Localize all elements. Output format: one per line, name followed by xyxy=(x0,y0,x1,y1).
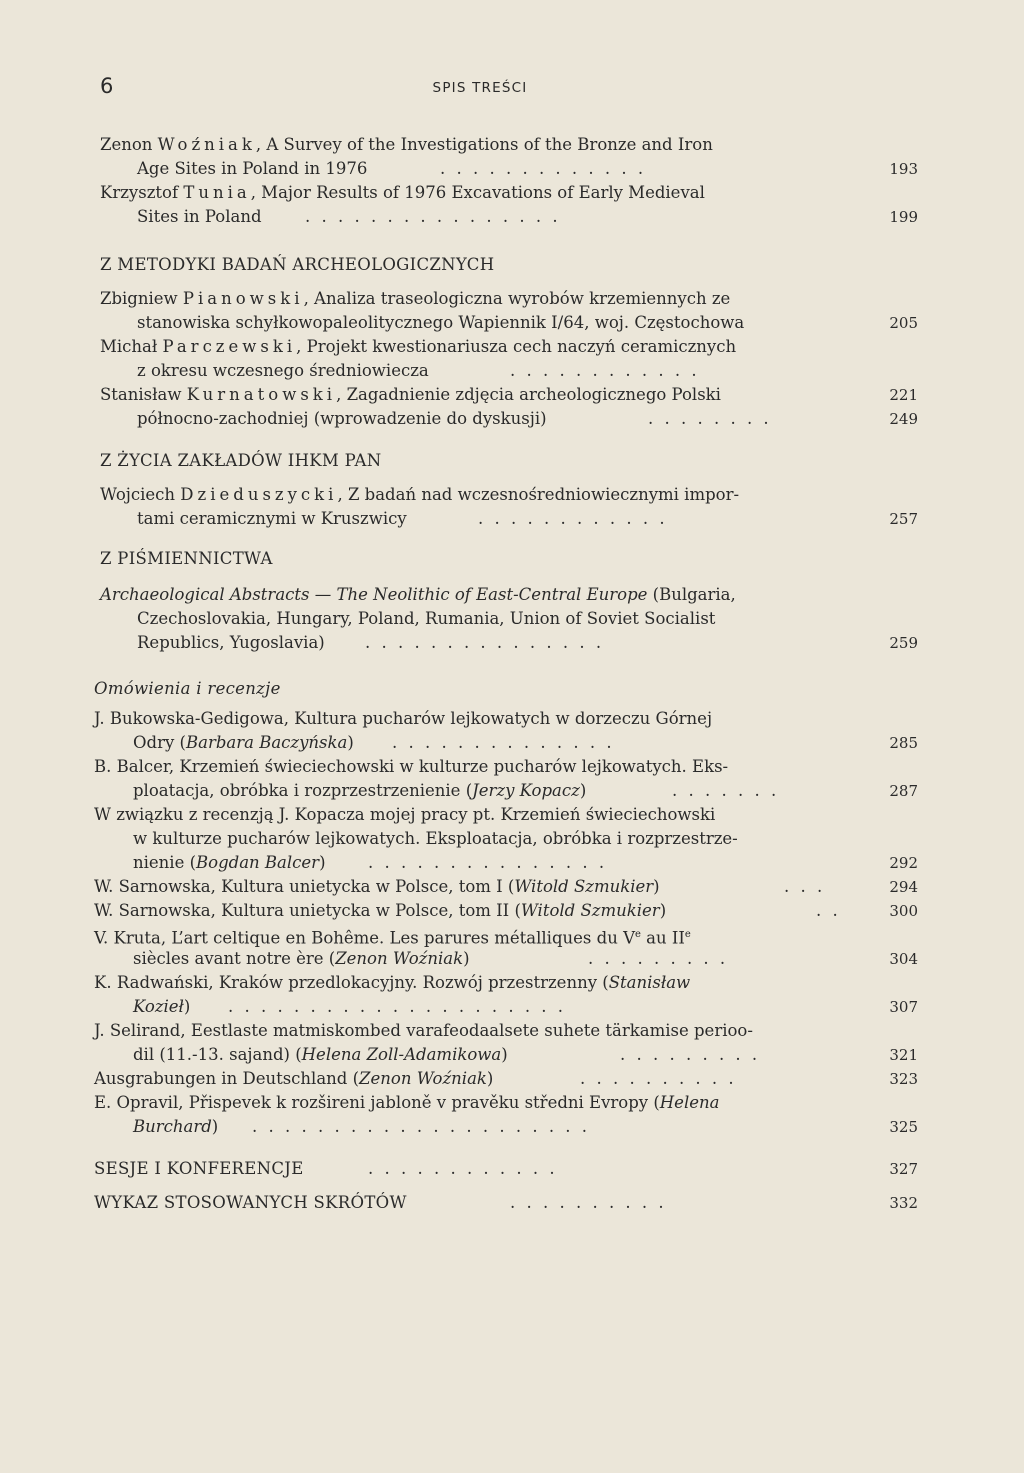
toc-section-heading xyxy=(0,450,1024,472)
toc-entry-text: Sites in Poland xyxy=(137,207,262,226)
toc-leader-dots: . . . . . . . . . . . . . . . xyxy=(365,633,605,652)
toc-entry-text: północno-zachodniej (wprowadzenie do dyskusji) xyxy=(137,409,547,428)
toc-line xyxy=(0,134,1024,156)
toc-section-heading xyxy=(0,1192,1024,1214)
toc-line xyxy=(0,876,1024,898)
toc-page-number: 193 xyxy=(889,160,918,178)
toc-entry-text: z okresu wczesnego średniowiecza xyxy=(137,361,429,380)
toc-leader-dots: . . xyxy=(816,901,841,920)
toc-page-number: 332 xyxy=(889,1194,918,1212)
toc-page-number: 221 xyxy=(889,386,918,404)
toc-section-heading xyxy=(0,678,1024,700)
toc-entry-text: Z PIŚMIENNICTWA xyxy=(100,549,273,568)
toc-entry-text: siècles avant notre ère (Zenon Woźniak) xyxy=(133,949,470,968)
toc-leader-dots: . . . . . . . xyxy=(672,781,780,800)
toc-line xyxy=(0,900,1024,922)
toc-page-number: 307 xyxy=(889,998,918,1016)
toc-leader-dots: . . . . . . . . . . . . . xyxy=(440,159,647,178)
toc-page-number: 259 xyxy=(889,634,918,652)
toc-line xyxy=(0,972,1024,994)
toc-leader-dots: . . . . . . . . . xyxy=(620,1045,761,1064)
toc-line xyxy=(0,1092,1024,1114)
toc-leader-dots: . . . . . . . . . . . . xyxy=(368,1159,558,1178)
toc-leader-dots: . . . . . . . . . . xyxy=(510,1193,667,1212)
page-number: 6 xyxy=(100,74,114,98)
toc-entry-text: Burchard) xyxy=(133,1117,219,1136)
toc-entry-text: Ausgrabungen in Deutschland (Zenon Woźniak) xyxy=(94,1069,494,1088)
toc-entry-text: K. Radwański, Kraków przedlokacyjny. Rozwój przestrzenny (Stanisław xyxy=(94,973,691,992)
toc-line xyxy=(0,206,1024,228)
toc-entry-text: J. Selirand, Eestlaste matmiskombed varafeodaalsete suhete tärkamise perioo- xyxy=(94,1021,753,1040)
toc-line xyxy=(0,384,1024,406)
toc-leader-dots: . . . . . . . . xyxy=(648,409,772,428)
toc-entry-text: J. Bukowska-Gedigowa, Kultura pucharów lejkowatych w dorzeczu Górnej xyxy=(94,709,713,728)
toc-line xyxy=(0,708,1024,730)
toc-entry-text: Archaeological Abstracts — The Neolithic of East-Central Europe (Bulgaria, xyxy=(100,585,736,604)
toc-line xyxy=(0,828,1024,850)
toc-page-number: 292 xyxy=(889,854,918,872)
toc-line xyxy=(0,484,1024,506)
toc-entry-text: Z ŻYCIA ZAKŁADÓW IHKM PAN xyxy=(100,451,382,470)
toc-page-number: 294 xyxy=(889,878,918,896)
toc-leader-dots: . . . . . . . . . . . . . . xyxy=(392,733,615,752)
toc-entry-text: Czechoslovakia, Hungary, Poland, Rumania, Union of Soviet Socialist xyxy=(137,609,716,628)
toc-entry-text: Zenon Woźniak, A Survey of the Investigations of the Bronze and Iron xyxy=(100,135,713,154)
toc-entry-text: stanowiska schyłkowopaleolitycznego Wapiennik I/64, woj. Częstochowa xyxy=(137,313,745,332)
toc-entry-text: Age Sites in Poland in 1976 xyxy=(137,159,368,178)
page-header xyxy=(100,74,860,104)
toc-entry-text: Michał Parczewski, Projekt kwestionariusza cech naczyń ceramicznych xyxy=(100,337,737,356)
toc-page-number: 257 xyxy=(889,510,918,528)
toc-leader-dots: . . . xyxy=(784,877,826,896)
toc-entry-text: Kozieł) xyxy=(133,997,191,1016)
toc-entry-text: dil (11.-13. sajand) (Helena Zoll-Adamikowa) xyxy=(133,1045,508,1064)
toc-entry-text: B. Balcer, Krzemień świeciechowski w kulturze pucharów lejkowatych. Eks- xyxy=(94,757,729,776)
toc-line xyxy=(0,804,1024,826)
toc-line xyxy=(0,1116,1024,1138)
toc-leader-dots: . . . . . . . . . . . . xyxy=(510,361,700,380)
toc-entry-text: Republics, Yugoslavia) xyxy=(137,633,325,652)
toc-entry-text: W. Sarnowska, Kultura unietycka w Polsce, tom II (Witold Szmukier) xyxy=(94,901,667,920)
toc-line xyxy=(0,508,1024,530)
toc-leader-dots: . . . . . . . . . . . . . . . . . . . . . xyxy=(228,997,567,1016)
toc-entry-text: Odry (Barbara Baczyńska) xyxy=(133,733,354,752)
toc-page-number: 249 xyxy=(889,410,918,428)
toc-entry-text: SESJE I KONFERENCJE xyxy=(94,1159,304,1178)
toc-section-heading xyxy=(0,548,1024,570)
toc-line xyxy=(0,408,1024,430)
toc-line xyxy=(0,1020,1024,1042)
toc-line xyxy=(0,182,1024,204)
toc-entry-text: w kulturze pucharów lejkowatych. Eksploatacja, obróbka i rozprzestrze- xyxy=(133,829,738,848)
toc-line xyxy=(0,756,1024,778)
toc-page-number: 300 xyxy=(889,902,918,920)
toc-leader-dots: . . . . . . . . . . . . . . . . xyxy=(305,207,561,226)
toc-entry-text: Stanisław Kurnatowski, Zagadnienie zdjęcia archeologicznego Polski xyxy=(100,385,721,404)
toc-page-number: 285 xyxy=(889,734,918,752)
toc-entry-text: Krzysztof Tunia, Major Results of 1976 Excavations of Early Medieval xyxy=(100,183,705,202)
toc-page-number: 325 xyxy=(889,1118,918,1136)
toc-leader-dots: . . . . . . . . . . . . xyxy=(478,509,668,528)
toc-leader-dots: . . . . . . . . . . . . . . . xyxy=(368,853,608,872)
toc-line xyxy=(0,158,1024,180)
toc-leader-dots: . . . . . . . . . . . . . . . . . . . . . xyxy=(252,1117,591,1136)
toc-entry-text: Z METODYKI BADAŃ ARCHEOLOGICZNYCH xyxy=(100,255,495,274)
toc-line xyxy=(0,996,1024,1018)
toc-line xyxy=(0,632,1024,654)
toc-page-number: 304 xyxy=(889,950,918,968)
toc-section-heading xyxy=(0,1158,1024,1180)
toc-line xyxy=(0,608,1024,630)
toc-page-number: 327 xyxy=(889,1160,918,1178)
toc-entry-text: tami ceramicznymi w Kruszwicy xyxy=(137,509,407,528)
toc-page-number: 287 xyxy=(889,782,918,800)
toc-line xyxy=(0,336,1024,358)
toc-page-number: 205 xyxy=(889,314,918,332)
toc-leader-dots: . . . . . . . . . xyxy=(588,949,729,968)
toc-line xyxy=(0,312,1024,334)
toc-entry-text: Zbigniew Pianowski, Analiza traseologiczna wyrobów krzemiennych ze xyxy=(100,289,731,308)
toc-entry-text: Omówienia i recenzje xyxy=(94,679,281,698)
toc-line xyxy=(0,288,1024,310)
toc-page-number: 321 xyxy=(889,1046,918,1064)
toc-entry-text: W związku z recenzją J. Kopacza mojej pracy pt. Krzemień świeciechowski xyxy=(94,805,716,824)
running-title: SPIS TREŚCI xyxy=(432,80,528,96)
toc-line xyxy=(0,948,1024,970)
toc-section-heading xyxy=(0,254,1024,276)
toc-leader-dots: . . . . . . . . . . xyxy=(580,1069,737,1088)
toc-line xyxy=(0,1044,1024,1066)
toc-line xyxy=(0,360,1024,382)
toc-entry-text: Wojciech Dzieduszycki, Z badań nad wczesnośredniowiecznymi impor- xyxy=(100,485,740,504)
toc-line xyxy=(0,1068,1024,1090)
toc-entry-text: ploatacja, obróbka i rozprzestrzenienie (Jerzy Kopacz) xyxy=(133,781,587,800)
toc-page-number: 199 xyxy=(889,208,918,226)
toc-line xyxy=(0,584,1024,606)
toc-entry-text: WYKAZ STOSOWANYCH SKRÓTÓW xyxy=(94,1193,407,1212)
toc-entry-text: E. Opravil, Přispevek k rozšireni jabloně v pravěku středni Evropy (Helena xyxy=(94,1093,720,1112)
toc-line xyxy=(0,732,1024,754)
toc-entry-text: W. Sarnowska, Kultura unietycka w Polsce, tom I (Witold Szmukier) xyxy=(94,877,660,896)
toc-line xyxy=(0,924,1024,946)
toc-entry-text: V. Kruta, L’art celtique en Bohême. Les parures métalliques du Ve au IIe xyxy=(94,928,691,948)
toc-line xyxy=(0,780,1024,802)
toc-page-number: 323 xyxy=(889,1070,918,1088)
toc-entry-text: nienie (Bogdan Balcer) xyxy=(133,853,326,872)
toc-line xyxy=(0,852,1024,874)
